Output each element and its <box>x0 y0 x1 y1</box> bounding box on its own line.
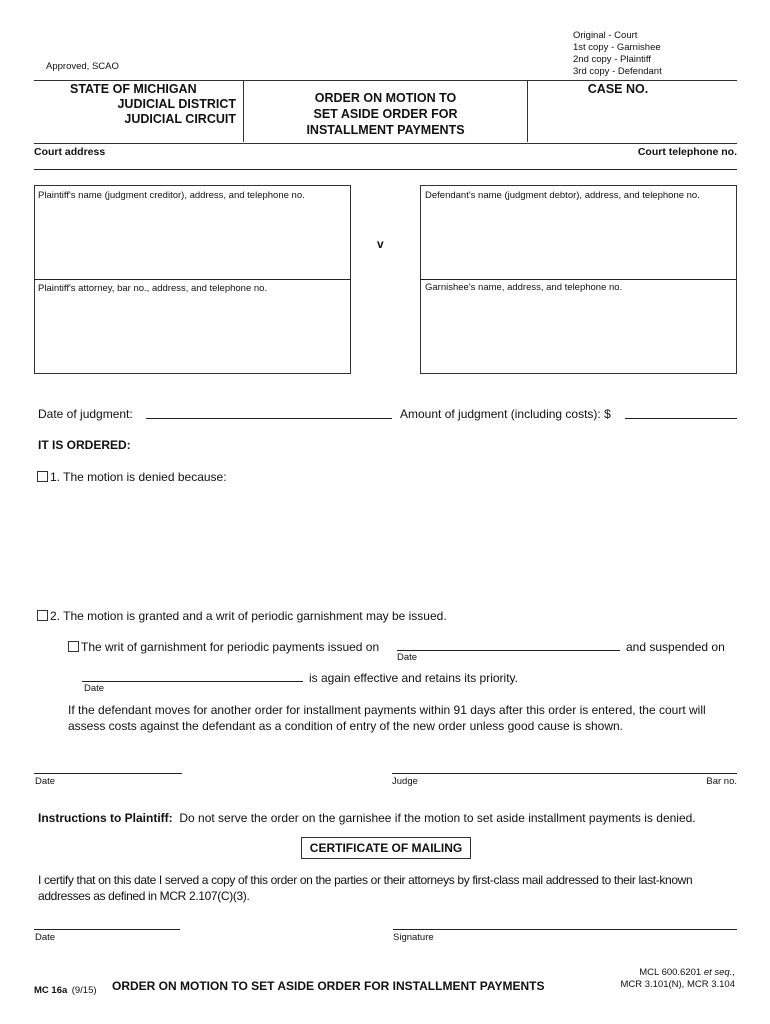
garnishee-label: Garnishee's name, address, and telephone no. <box>425 282 623 293</box>
mcl-citation-italic: et seq., <box>703 967 735 978</box>
defendant-box-divider <box>420 279 737 280</box>
footer-citations <box>560 967 735 991</box>
court-address-label: Court address <box>34 146 106 158</box>
approved-text: Approved, SCAO <box>46 61 119 72</box>
mcl-citation <box>560 967 735 979</box>
form-number: MC 16a <box>34 985 68 996</box>
item-2 <box>37 609 447 623</box>
again-effective-text: is again effective and retains its priority. <box>309 671 518 685</box>
suspended-date-caption: Date <box>84 683 105 694</box>
versus-label: v <box>377 237 384 251</box>
copy-garnishee: 1st copy - Garnishee <box>573 42 661 53</box>
copy-distribution <box>573 30 662 78</box>
date-of-judgment-label: Date of judgment: <box>38 407 133 421</box>
writ-issued-date-field[interactable] <box>397 650 620 651</box>
judge-caption: Judge <box>392 776 418 787</box>
copy-plaintiff: 2nd copy - Plaintiff <box>573 54 651 65</box>
writ-reinstated-row <box>68 640 379 654</box>
mcl-citation-text: MCL 600.6201 <box>639 967 702 978</box>
writ-issued-date-caption: Date <box>397 652 418 663</box>
form-title-line-3: INSTALLMENT PAYMENTS <box>306 123 465 137</box>
court-address-line <box>34 169 737 170</box>
amount-of-judgment-label: Amount of judgment (including costs): $ <box>400 407 611 421</box>
suspended-date-field[interactable] <box>82 681 303 682</box>
writ-text: The writ of garnishment for periodic payments issued on <box>81 640 380 654</box>
case-no-label: CASE NO. <box>587 82 649 96</box>
writ-reinstated-checkbox[interactable] <box>68 641 79 652</box>
item-2-text: 2. The motion is granted and a writ of periodic garnishment may be issued. <box>50 609 447 623</box>
plaintiff-label: Plaintiff's name (judgment creditor), address, and telephone no. <box>38 190 305 201</box>
certificate-date-caption: Date <box>35 932 56 943</box>
costs-paragraph: If the defendant moves for another order for installment payments within 91 days after this order is entered, the court will assess costs against the defendant as a condition of entry of the new order unless good cause is shown. <box>68 703 706 733</box>
judicial-district-label: JUDICIAL DISTRICT <box>117 97 236 111</box>
order-date-field[interactable] <box>34 773 182 774</box>
suspended-on-label: and suspended on <box>626 640 725 654</box>
form-title-line-1: ORDER ON MOTION TO <box>314 91 457 105</box>
date-of-judgment-field[interactable] <box>146 418 392 419</box>
instructions-text: Do not serve the order on the garnishee if the motion to set aside installment payments is denied. <box>179 811 696 825</box>
form-title <box>244 90 527 138</box>
certificate-date-field[interactable] <box>34 929 180 930</box>
judge-signature-field[interactable] <box>392 773 737 774</box>
copy-original: Original - Court <box>573 30 638 41</box>
instructions-label: Instructions to Plaintiff: <box>38 811 173 825</box>
instructions-to-plaintiff <box>38 811 696 825</box>
case-no-field[interactable] <box>530 98 735 138</box>
copy-defendant: 3rd copy - Defendant <box>573 66 662 77</box>
motion-granted-checkbox[interactable] <box>37 610 48 621</box>
bar-no-caption: Bar no. <box>706 776 737 787</box>
form-footer-id <box>34 980 97 998</box>
defendant-label: Defendant's name (judgment debtor), address, and telephone no. <box>425 190 700 201</box>
form-title-line-2: SET ASIDE ORDER FOR <box>313 107 458 121</box>
mcr-citation: MCR 3.101(N), MCR 3.104 <box>620 979 735 990</box>
plaintiff-box-divider <box>34 279 351 280</box>
order-date-caption: Date <box>35 776 56 787</box>
form-revision-date: (9/15) <box>71 985 97 996</box>
certificate-of-mailing-title: CERTIFICATE OF MAILING <box>301 837 471 859</box>
state-label: STATE OF MICHIGAN <box>70 82 197 96</box>
judicial-circuit-label: JUDICIAL CIRCUIT <box>124 112 236 126</box>
amount-of-judgment-field[interactable] <box>625 418 737 419</box>
court-telephone-label: Court telephone no. <box>637 146 737 158</box>
item-1 <box>37 470 227 484</box>
footer-form-title: ORDER ON MOTION TO SET ASIDE ORDER FOR INSTALLMENT PAYMENTS <box>112 979 545 993</box>
item-1-text: 1. The motion is denied because: <box>50 470 227 484</box>
plaintiff-attorney-label: Plaintiff's attorney, bar no., address, and telephone no. <box>38 283 268 294</box>
certificate-signature-caption: Signature <box>393 932 434 943</box>
certificate-signature-field[interactable] <box>393 929 737 930</box>
certificate-text: I certify that on this date I served a copy of this order on the parties or their attorneys by first-class mail addressed to their last-known addresses as defined in MCR 2.107(C)(3). <box>38 873 693 903</box>
motion-denied-checkbox[interactable] <box>37 471 48 482</box>
it-is-ordered-heading: IT IS ORDERED: <box>38 438 131 452</box>
